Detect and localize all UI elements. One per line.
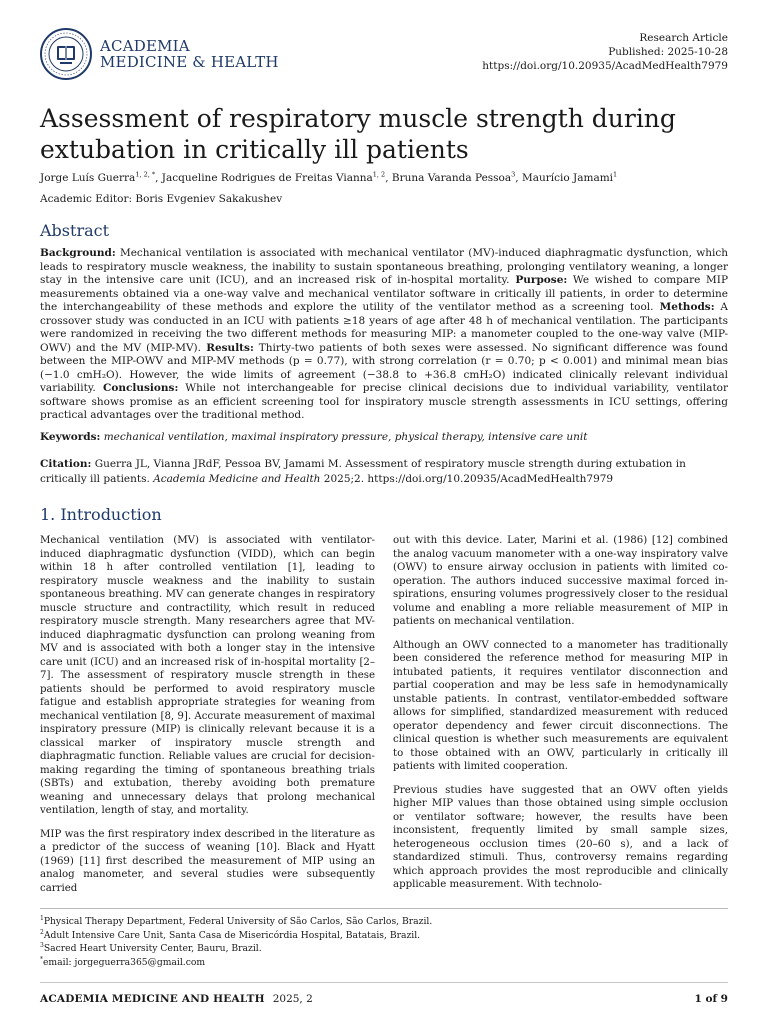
brand-line-2: MEDICINE & HEALTH (100, 53, 279, 71)
article-type: Research Article (639, 32, 728, 44)
publish-date: Published: 2025-10-28 (608, 46, 728, 58)
affiliation-footnotes (40, 915, 432, 969)
footnote-item: $^2$Adult Intensive Care Unit, Santa Casa de Misericórdia Hospital, Batatais, Brazil. (40, 928, 421, 941)
author-name[interactable]: Bruna Varanda Pessoa (391, 172, 512, 184)
results-text: Thirty-two patients of both sexes were assessed. No significant difference was found between the MIP-OWV and MIP-MV methods (p = 0.77), with strong correlation (r = 0.70; p < 0.001) and minimal mean bias (−1.0 cmH₂O). However, the wide limits of agreement (−38.8 to +36.8 cmH₂O) indicated clinically relevant individual variability. (40, 341, 729, 394)
keywords (40, 430, 728, 444)
methods-text: A crossover study was conducted in an ICU with patients ≥18 years of age after 48 h of mechanical ventilation. The participants were randomized in receiving the two different methods for measuring MIP: a manometer coupled to the one-way valve (MIP-OWV) and the MV (MIP-MV). (40, 301, 728, 354)
author-name[interactable]: Jacqueline Rodrigues de Freitas Vianna (161, 172, 373, 184)
journal-brand (100, 38, 279, 70)
author-affiliation: 1, 2, * (135, 170, 156, 179)
footer-divider (40, 982, 728, 983)
footnote-item: $^3$Sacred Heart University Center, Bauru, Brazil. (40, 941, 262, 954)
article-doi-link[interactable]: https://doi.org/10.20935/AcadMedHealth7979 (482, 60, 728, 72)
author-affiliation: 3 (511, 170, 516, 179)
page-header (40, 28, 728, 84)
intro-column-right (393, 534, 728, 902)
citation (40, 457, 728, 486)
keywords-text: mechanical ventilation, maximal inspiratory pressure, physical therapy, intensive care unit (100, 431, 588, 443)
conclusions-text: While not interchangeable for precise clinical decisions due to individual variability, ventilator software shows promise as an efficient screening tool for inspiratory muscle strength assessments in ICU settings, offering practical advantages over the traditional method. (40, 382, 728, 421)
article-title: Assessment of respiratory muscle strength during extubation in critically ill patients (40, 104, 676, 164)
footer-volume: 2025, 2 (272, 993, 313, 1005)
page-footer (40, 992, 313, 1006)
introduction-heading: 1. Introduction (40, 505, 162, 524)
author-name[interactable]: Jorge Luís Guerra (40, 172, 136, 184)
abstract-heading: Abstract (40, 221, 110, 240)
page-number: 1 of 9 (694, 993, 728, 1005)
intro-column-left (40, 534, 375, 905)
citation-label: Citation: (40, 458, 92, 470)
footnote-item: *email: jorgeguerra365@gmail.com (40, 955, 206, 968)
intro-paragraph: Mechanical ventilation (MV) is associated with ventilator-induced diaphragmatic dysfunction (VIDD), which can begin within 18 h after controlled ventilation [1], leading to respiratory muscle weakness and the inability to sustain spontaneous breathing. MV can generate changes in respiratory muscle structure and contractility, which result in reduced respiratory muscle strength. Many researchers agree that MV-induced diaphragmatic dysfunction can prolong weaning from MV and is associated with both a longer stay in the intensive care unit (ICU) and an increased risk of in-hospital mortality [2–7]. The assessment of respiratory muscle strength in these patients should be performed to avoid respiratory muscle fatigue and establish appropriate strategies for weaning from mechanical ventilation [8, 9]. Accurate measurement of maximal inspiratory pressure (MIP) is clinically relevant because it is a classical marker of inspiratory muscle strength and diaphragmatic function. Reliable values are crucial for decision-making regarding the timing of spontaneous breathing trials (SBTs) and extubation, thereby avoiding both premature weaning and unnecessary delays that prolong mechanical ventilation, length of stay, and mortality. (40, 535, 375, 816)
author-affiliation: 1, 2 (372, 170, 386, 179)
citation-text: Guerra JL, Vianna JRdF, Pessoa BV, Jamami M. Assessment of respiratory muscle strength during extubation in critically ill patients. (40, 458, 686, 485)
author-name[interactable]: Maurício Jamami (521, 172, 614, 184)
abstract-body (40, 247, 728, 423)
footnote-item: $^1$Physical Therapy Department, Federal University of São Carlos, São Carlos, Brazil. (40, 914, 433, 927)
intro-paragraph: MIP was the first respiratory index described in the literature as a predictor of the success of weaning [10]. Black and Hyatt (1969) [11] first described the measurement of MIP using an analog manometer, and several studies were subsequently carried (40, 828, 375, 894)
journal-logo[interactable] (40, 28, 279, 80)
article-meta (482, 31, 728, 73)
methods-label: Methods: (653, 301, 715, 313)
brand-line-1: ACADEMIA (100, 37, 190, 55)
academic-editor: Academic Editor: Boris Evgeniev Sakakushev (40, 193, 283, 205)
intro-paragraph: Although an OWV connected to a manometer has traditionally been considered the reference method for measuring MIP in intubated patients, it requires ventilator disconnection and partial cooperation and may be less safe in hemodynamically unstable patients. In contrast, ventilator-embedded software allows for simplified, standardized measurement with reduced operator dependency and fewer circuit disconnections. The clinical question is whether such measurements are equivalent to those obtained with an OWV, particularly in critically ill patients with limited cooperation. (393, 639, 728, 772)
conclusions-label: Conclusions: (95, 382, 179, 394)
results-label: Results: (200, 341, 254, 354)
author-affiliation: 1 (613, 170, 618, 179)
keywords-label: Keywords: (40, 431, 101, 443)
purpose-label: Purpose: (509, 274, 568, 286)
corresponding-email[interactable]: email: jorgeguerra365@gmail.com (43, 956, 206, 968)
citation-journal: Academia Medicine and Health (153, 472, 321, 485)
background-text: Mechanical ventilation is associated with mechanical ventilator (MV)-induced diaphragmatic dysfunction, which leads to respiratory muscle weakness, the inability to sustain spontaneous breathing, prolonging ventilatory weaning, a longer stay in the intensive care unit (ICU), and an increased risk of in-hospital mortality. (40, 247, 728, 286)
background-label: Background: (40, 247, 116, 259)
academia-seal-icon (40, 28, 92, 80)
footer-journal-name: ACADEMIA MEDICINE AND HEALTH (40, 993, 265, 1005)
intro-paragraph: Previous studies have suggested that an OWV often yields higher MIP values than those obtained using simple occlusion or ventilator software; however, the results have been inconsistent, frequently limited by small sample sizes, heterogeneous occlusion times (20–60 s), and a lack of standardized stimuli. Thus, controversy remains regarding which approach provides the most reproducible and clinically applicable measurement. With technolo- (393, 784, 728, 890)
purpose-text: We wished to compare MIP measurements obtained via a one-way valve and mechanical ventilator software in critically ill patients, in order to determine the interchangeability of these methods and explore the utility of the ventilator method as a screening tool. (40, 274, 729, 313)
intro-paragraph: out with this device. Later, Marini et al. (1986) [12] combined the analog vacuum manometer with a one-way inspiratory valve (OWV) to ensure airway occlusion in patients with limited co-operation. The authors induced successive maximal forced in-spirations, ensuring volumes progressively closer to the residual volume and enabling a more reliable measurement of MIP in patients on mechanical ventilation. (393, 535, 728, 627)
author-list: Jorge Luís Guerra$^{1, 2, *}$, Jacqueline Rodrigues de Freitas Vianna$^{1, 2}$, Bruna Varanda Pessoa$^3$, Maurício Jamami$^1$ (40, 170, 618, 184)
citation-doi[interactable]: 2025;2. https://doi.org/10.20935/AcadMedHealth7979 (320, 472, 614, 485)
footnote-divider (40, 908, 728, 909)
